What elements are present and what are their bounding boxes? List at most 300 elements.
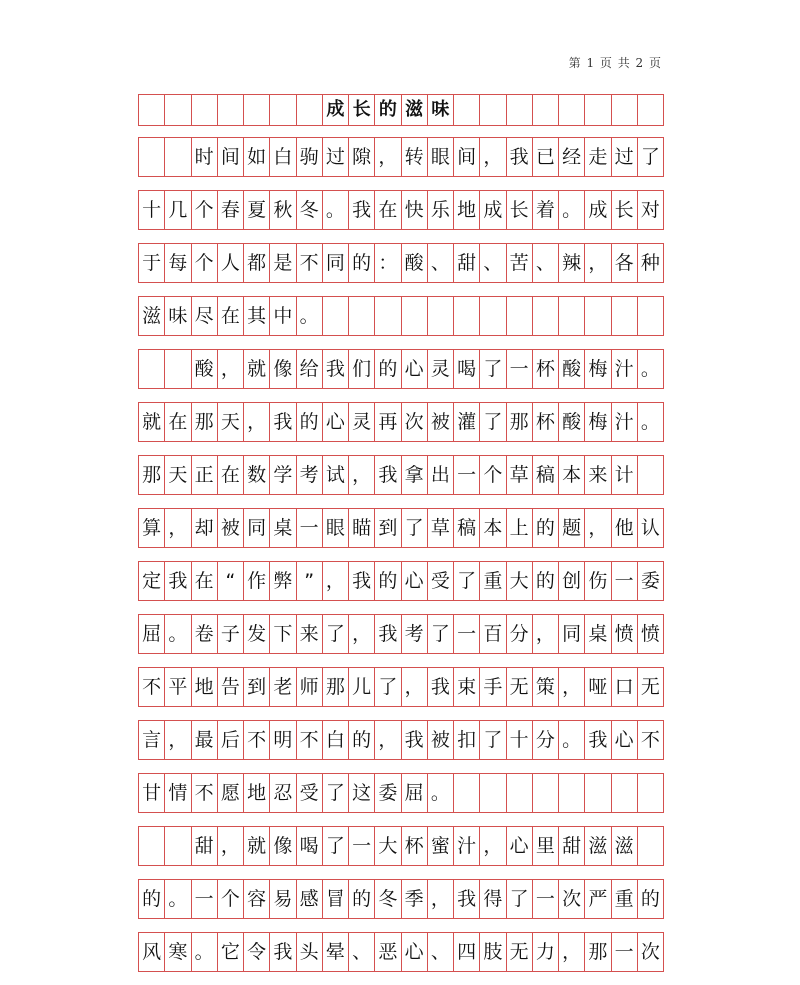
grid-cell: 像 [270,827,296,865]
grid-cell: 他 [612,509,638,547]
grid-cell [165,138,191,176]
grid-cell: 瞄 [349,509,375,547]
grid-cell [270,95,296,125]
grid-cell: 同 [323,244,349,282]
grid-cell: 题 [559,509,585,547]
grid-cell: 的 [349,244,375,282]
grid-cell: 无 [507,933,533,971]
grid-cell: ， [559,933,585,971]
grid-cell: 分 [507,615,533,653]
grid-cell: 试 [323,456,349,494]
grid-cell: 滋 [139,297,165,335]
grid-cell [297,95,323,125]
grid-cell: 了 [480,403,506,441]
grid-cell: 、 [533,244,559,282]
grid-cell: ， [428,880,454,918]
grid-cell: 口 [612,668,638,706]
grid-cell: 的 [349,880,375,918]
text-row [138,773,664,813]
grid-cell: 感 [297,880,323,918]
grid-cell [533,95,559,125]
grid-cell: 无 [507,668,533,706]
grid-cell: 味 [165,297,191,335]
text-row [138,402,664,442]
grid-cell [165,827,191,865]
grid-cell: 。 [559,721,585,759]
text-row [138,296,664,336]
grid-cell: 一 [297,509,323,547]
grid-cell: 汁 [454,827,480,865]
grid-cell: 。 [638,350,664,388]
grid-cell: 了 [375,668,401,706]
grid-cell [585,95,611,125]
grid-cell: 言 [139,721,165,759]
grid-cell: 束 [454,668,480,706]
grid-cell: 着 [533,191,559,229]
grid-cell: 季 [402,880,428,918]
grid-cell: 了 [454,562,480,600]
grid-cell: 转 [402,138,428,176]
grid-cell: 时 [192,138,218,176]
grid-cell: 、 [428,933,454,971]
grid-cell: 不 [139,668,165,706]
grid-cell: 在 [218,456,244,494]
grid-cell: ， [323,562,349,600]
grid-cell: 们 [349,350,375,388]
grid-cell: 长 [349,95,375,125]
grid-cell: 我 [585,721,611,759]
grid-cell: 最 [192,721,218,759]
grid-cell [612,774,638,812]
grid-cell: 容 [244,880,270,918]
grid-cell: 地 [454,191,480,229]
grid-cell [585,774,611,812]
grid-cell: 它 [218,933,244,971]
grid-cell [454,95,480,125]
grid-cell: 再 [375,403,401,441]
grid-cell [454,297,480,335]
grid-cell: 那 [507,403,533,441]
grid-cell: 、 [480,244,506,282]
grid-cell: 委 [375,774,401,812]
grid-cell: ， [165,509,191,547]
grid-cell: 甜 [454,244,480,282]
grid-cell: 的 [349,721,375,759]
grid-cell: 稿 [454,509,480,547]
grid-cell: 令 [244,933,270,971]
grid-cell: 汁 [612,350,638,388]
grid-cell [480,297,506,335]
grid-cell: 甘 [139,774,165,812]
grid-cell: 愤 [638,615,664,653]
grid-cell: 甜 [559,827,585,865]
text-row [138,720,664,760]
grid-cell: 正 [192,456,218,494]
grid-cell: 人 [218,244,244,282]
grid-cell: 了 [428,615,454,653]
grid-cell: 重 [480,562,506,600]
grid-cell: 策 [533,668,559,706]
grid-cell: 委 [638,562,664,600]
grid-cell: 拿 [402,456,428,494]
grid-cell: 的 [533,509,559,547]
grid-cell: 考 [297,456,323,494]
grid-cell: 的 [139,880,165,918]
grid-cell: 我 [349,191,375,229]
text-row [138,243,664,283]
grid-cell: 里 [533,827,559,865]
grid-cell: 灵 [349,403,375,441]
grid-cell: 在 [165,403,191,441]
grid-cell: 了 [323,774,349,812]
grid-cell [139,827,165,865]
grid-cell: ， [402,668,428,706]
grid-cell: 就 [244,827,270,865]
grid-cell: 创 [559,562,585,600]
grid-cell: 心 [612,721,638,759]
grid-cell [323,297,349,335]
grid-cell: 间 [218,138,244,176]
grid-cell [349,297,375,335]
grid-cell: ， [165,721,191,759]
grid-cell: 定 [139,562,165,600]
grid-cell [375,297,401,335]
manuscript-grid [138,94,664,985]
grid-cell: 在 [192,562,218,600]
title-row [138,94,664,126]
grid-cell: 白 [270,138,296,176]
grid-cell: 、 [349,933,375,971]
text-row [138,349,664,389]
grid-cell: 冒 [323,880,349,918]
grid-cell [638,456,664,494]
grid-cell: 屈 [139,615,165,653]
grid-cell: 个 [218,880,244,918]
grid-cell: 哑 [585,668,611,706]
grid-cell [507,297,533,335]
grid-cell: 一 [533,880,559,918]
grid-cell: 大 [375,827,401,865]
grid-cell: 肢 [480,933,506,971]
grid-cell [559,95,585,125]
grid-cell: 灵 [428,350,454,388]
text-row [138,932,664,972]
grid-cell: 手 [480,668,506,706]
grid-cell: 眼 [428,138,454,176]
grid-cell: 风 [139,933,165,971]
grid-cell: 在 [218,297,244,335]
grid-cell: 了 [638,138,664,176]
grid-cell: 愤 [612,615,638,653]
grid-cell: 秋 [270,191,296,229]
grid-cell: 酸 [402,244,428,282]
text-row [138,879,664,919]
grid-cell: 、 [428,244,454,282]
grid-cell: 到 [375,509,401,547]
grid-cell: ， [480,827,506,865]
grid-cell [165,350,191,388]
grid-cell [428,297,454,335]
grid-cell: 梅 [585,403,611,441]
grid-cell: 扣 [454,721,480,759]
grid-cell: 被 [218,509,244,547]
grid-cell: 蜜 [428,827,454,865]
grid-cell: 受 [297,774,323,812]
grid-cell [638,827,664,865]
grid-cell: 易 [270,880,296,918]
grid-cell: 走 [585,138,611,176]
grid-cell: 快 [402,191,428,229]
grid-cell: 。 [638,403,664,441]
grid-cell: 天 [165,456,191,494]
grid-cell: 到 [244,668,270,706]
grid-cell: 不 [244,721,270,759]
grid-cell: ， [218,350,244,388]
grid-cell: 的 [375,350,401,388]
grid-cell: 了 [323,827,349,865]
grid-cell: ， [533,615,559,653]
grid-cell: 明 [270,721,296,759]
grid-cell [612,95,638,125]
grid-cell: 寒 [165,933,191,971]
grid-cell: 就 [139,403,165,441]
grid-cell [638,297,664,335]
grid-cell: 无 [638,668,664,706]
grid-cell: 本 [559,456,585,494]
grid-cell: 辣 [559,244,585,282]
grid-cell: 告 [218,668,244,706]
grid-cell: 酸 [559,403,585,441]
grid-cell: 一 [612,562,638,600]
grid-cell: 力 [533,933,559,971]
grid-cell: 被 [428,403,454,441]
grid-cell: 重 [612,880,638,918]
grid-cell: 一 [192,880,218,918]
grid-cell: 。 [297,297,323,335]
grid-cell: 杯 [533,403,559,441]
grid-cell [638,95,664,125]
grid-cell: 滋 [585,827,611,865]
grid-cell: 我 [454,880,480,918]
grid-cell: 成 [480,191,506,229]
grid-cell: 草 [428,509,454,547]
grid-cell: 下 [270,615,296,653]
grid-cell: 给 [297,350,323,388]
grid-cell: 就 [244,350,270,388]
grid-cell: 桌 [585,615,611,653]
grid-cell: 得 [480,880,506,918]
grid-cell: 喝 [454,350,480,388]
grid-cell [533,297,559,335]
grid-cell: 一 [507,350,533,388]
grid-cell [454,774,480,812]
grid-cell: 我 [402,721,428,759]
grid-cell: 冬 [375,880,401,918]
grid-cell: 。 [428,774,454,812]
grid-cell [218,95,244,125]
grid-cell: 个 [192,191,218,229]
grid-cell: 对 [638,191,664,229]
grid-cell: 大 [507,562,533,600]
grid-cell: ” [297,562,323,600]
grid-cell: 像 [270,350,296,388]
grid-cell: 忍 [270,774,296,812]
grid-cell: 梅 [585,350,611,388]
grid-cell: 喝 [297,827,323,865]
grid-cell: 个 [192,244,218,282]
grid-cell: 上 [507,509,533,547]
grid-cell: 来 [297,615,323,653]
grid-cell [139,95,165,125]
grid-cell: 屈 [402,774,428,812]
grid-cell: 那 [323,668,349,706]
grid-cell: 。 [192,933,218,971]
grid-cell: 滋 [612,827,638,865]
grid-cell [638,774,664,812]
grid-cell: ， [375,138,401,176]
grid-cell: 我 [323,350,349,388]
grid-cell: 同 [559,615,585,653]
grid-cell [559,297,585,335]
grid-cell [139,138,165,176]
grid-cell: 不 [297,244,323,282]
grid-cell: 已 [533,138,559,176]
grid-cell: 一 [454,615,480,653]
grid-cell: 成 [323,95,349,125]
grid-cell: 经 [559,138,585,176]
grid-cell: 长 [507,191,533,229]
grid-cell: 不 [638,721,664,759]
grid-cell: 百 [480,615,506,653]
grid-cell: 。 [559,191,585,229]
text-row [138,826,664,866]
grid-cell: 十 [139,191,165,229]
grid-cell: 十 [507,721,533,759]
grid-cell: 了 [480,721,506,759]
grid-cell: 一 [454,456,480,494]
grid-cell: 隙 [349,138,375,176]
grid-cell [585,297,611,335]
grid-cell: 乐 [428,191,454,229]
grid-cell: 我 [270,403,296,441]
grid-cell: 长 [612,191,638,229]
grid-cell: 我 [428,668,454,706]
grid-cell [612,297,638,335]
grid-cell: 的 [297,403,323,441]
grid-cell: 夏 [244,191,270,229]
text-row [138,190,664,230]
grid-cell [192,95,218,125]
grid-cell: 各 [612,244,638,282]
grid-cell: 过 [612,138,638,176]
grid-cell: 甜 [192,827,218,865]
grid-cell [244,95,270,125]
grid-cell: 受 [428,562,454,600]
grid-cell: 那 [139,456,165,494]
grid-cell: 的 [533,562,559,600]
grid-cell: 苦 [507,244,533,282]
grid-cell: 的 [375,562,401,600]
grid-cell: 心 [323,403,349,441]
grid-cell [559,774,585,812]
grid-cell: 师 [297,668,323,706]
grid-cell: 分 [533,721,559,759]
grid-cell: 卷 [192,615,218,653]
grid-cell: 心 [402,562,428,600]
grid-cell: ， [349,615,375,653]
page-number: 第 1 页 共 2 页 [568,56,662,70]
grid-cell: 汁 [612,403,638,441]
grid-cell: 个 [480,456,506,494]
grid-cell [507,95,533,125]
grid-cell: 种 [638,244,664,282]
grid-cell: 酸 [192,350,218,388]
grid-cell: 数 [244,456,270,494]
grid-cell: 的 [375,95,401,125]
grid-cell: 地 [192,668,218,706]
grid-cell: 却 [192,509,218,547]
grid-cell: 如 [244,138,270,176]
grid-cell: 尽 [192,297,218,335]
grid-cell: ， [349,456,375,494]
grid-cell: 平 [165,668,191,706]
grid-cell: ， [585,244,611,282]
grid-cell: 味 [428,95,454,125]
grid-cell: 不 [192,774,218,812]
grid-cell: 那 [585,933,611,971]
grid-cell: 次 [638,933,664,971]
grid-cell: ， [480,138,506,176]
grid-cell: 滋 [402,95,428,125]
grid-cell: 次 [402,403,428,441]
grid-cell: 四 [454,933,480,971]
grid-cell: 冬 [297,191,323,229]
grid-cell: 灌 [454,403,480,441]
grid-cell: 成 [585,191,611,229]
grid-cell: 在 [375,191,401,229]
grid-cell: 我 [375,615,401,653]
grid-cell: 中 [270,297,296,335]
grid-cell: ， [559,668,585,706]
grid-cell: 出 [428,456,454,494]
grid-cell: 考 [402,615,428,653]
grid-cell: 学 [270,456,296,494]
grid-cell: ： [375,244,401,282]
grid-cell: 后 [218,721,244,759]
grid-cell: 心 [402,933,428,971]
grid-cell: 都 [244,244,270,282]
grid-cell: 次 [559,880,585,918]
grid-cell: 过 [323,138,349,176]
grid-cell: ， [218,827,244,865]
grid-cell: 酸 [559,350,585,388]
grid-cell: 是 [270,244,296,282]
grid-cell: 了 [480,350,506,388]
grid-cell [533,774,559,812]
grid-cell: 稿 [533,456,559,494]
grid-cell: 眼 [323,509,349,547]
grid-cell: 天 [218,403,244,441]
grid-cell: 情 [165,774,191,812]
grid-cell: 晕 [323,933,349,971]
grid-cell: 严 [585,880,611,918]
grid-cell: 我 [165,562,191,600]
grid-cell: 了 [507,880,533,918]
grid-cell: 我 [270,933,296,971]
grid-cell: 杯 [402,827,428,865]
grid-cell: 杯 [533,350,559,388]
grid-cell: 白 [323,721,349,759]
